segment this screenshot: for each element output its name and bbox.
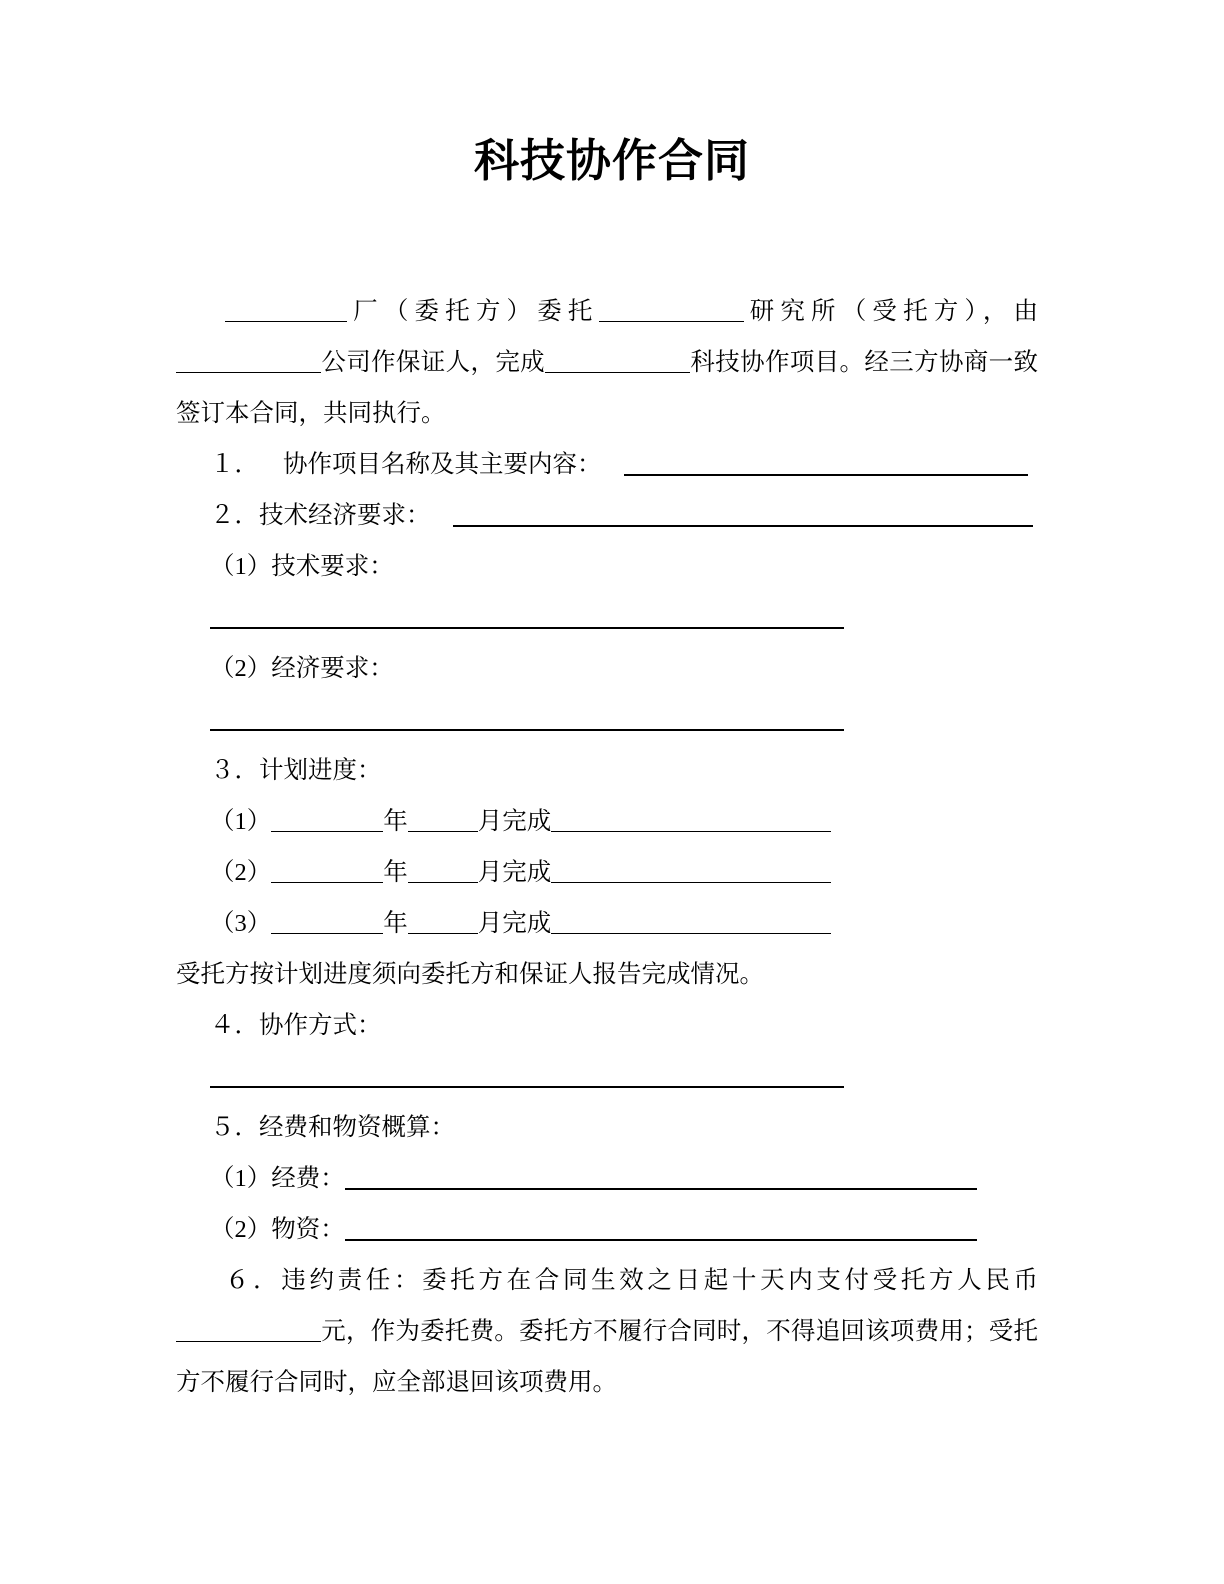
clause-2-sub-1-label: 技术要求： xyxy=(271,553,394,580)
clause-1-number: １． xyxy=(210,451,259,478)
clause-5-sub-1-number: （1） xyxy=(210,1165,272,1192)
clause-3 xyxy=(176,745,1038,796)
clause-1-label: 协作项目名称及其主要内容： xyxy=(283,451,602,478)
preamble-segment-1: 厂（委托方）委托 xyxy=(347,298,599,325)
clause-3-schedule-row-2 xyxy=(176,847,1038,898)
clause-3-row-3-year-unit: 年 xyxy=(383,910,408,937)
clause-3-row-3-year-field[interactable] xyxy=(271,911,383,934)
clause-2-answer-field[interactable] xyxy=(453,506,1033,527)
clause-5-sub-2-label: 物资： xyxy=(271,1216,345,1243)
clause-2-number: ２． xyxy=(210,502,259,529)
clause-1 xyxy=(176,439,1038,490)
clause-3-row-3-month-unit: 月完成 xyxy=(477,910,552,937)
blank-institute-name[interactable] xyxy=(599,299,744,322)
clause-3-row-1-year-field[interactable] xyxy=(271,809,383,832)
clause-5-sub-2 xyxy=(176,1204,1038,1255)
clause-6-amount-field[interactable] xyxy=(176,1319,321,1342)
preamble-segment-3: 公司作保证人，完成 xyxy=(321,349,546,376)
clause-6-number: ６． xyxy=(225,1267,282,1294)
blank-factory-name[interactable] xyxy=(225,299,347,322)
clause-1-answer-field[interactable] xyxy=(624,455,1028,476)
clause-2 xyxy=(176,490,1038,541)
clause-3-row-2-month-unit: 月完成 xyxy=(477,859,552,886)
clause-3-row-2-year-field[interactable] xyxy=(271,860,383,883)
clause-6-label: 违约责任： xyxy=(281,1267,423,1294)
blank-guarantor-company[interactable] xyxy=(176,350,321,373)
clause-3-row-3-month-field[interactable] xyxy=(408,911,478,934)
preamble-segment-2: 研究所（受托方），由 xyxy=(743,298,1039,325)
clause-5-sub-2-answer-field[interactable] xyxy=(345,1220,977,1241)
clause-2-sub-2 xyxy=(176,643,1038,694)
clause-5-sub-1 xyxy=(176,1153,1038,1204)
clause-4-number: ４． xyxy=(210,1012,259,1039)
clause-5-sub-1-answer-field[interactable] xyxy=(345,1169,977,1190)
clause-3-row-1-number: （1） xyxy=(210,808,272,835)
clause-3-row-1-month-unit: 月完成 xyxy=(477,808,552,835)
clause-3-note-text: 受托方按计划进度须向委托方和保证人报告完成情况。 xyxy=(176,961,764,988)
clause-3-row-1-year-unit: 年 xyxy=(383,808,408,835)
clause-4-label: 协作方式： xyxy=(259,1012,382,1039)
clause-3-number: ３． xyxy=(210,757,259,784)
clause-5-number: ５． xyxy=(210,1114,259,1141)
clause-5-sub-1-label: 经费： xyxy=(271,1165,345,1192)
clause-4-answer-row xyxy=(176,1051,1038,1102)
clause-4 xyxy=(176,1000,1038,1051)
clause-3-row-1-month-field[interactable] xyxy=(408,809,478,832)
clause-5 xyxy=(176,1102,1038,1153)
clause-3-row-2-month-field[interactable] xyxy=(408,860,478,883)
clause-5-sub-2-number: （2） xyxy=(210,1216,272,1243)
clause-6 xyxy=(176,1255,1038,1408)
document-body xyxy=(176,286,1038,1408)
clause-3-schedule-row-3 xyxy=(176,898,1038,949)
clause-4-answer-field[interactable] xyxy=(210,1067,844,1088)
clause-2-sub-2-label: 经济要求： xyxy=(271,655,394,682)
clause-3-row-2-year-unit: 年 xyxy=(383,859,408,886)
clause-2-sub-2-number: （2） xyxy=(210,655,272,682)
preamble-segment-4: 科技协作项目。经三方协商一致签订本合同，共同执行。 xyxy=(176,349,1039,427)
preamble-paragraph xyxy=(176,286,1038,439)
clause-3-schedule-row-1 xyxy=(176,796,1038,847)
clause-3-row-3-task-field[interactable] xyxy=(551,911,831,934)
clause-3-row-1-task-field[interactable] xyxy=(551,809,831,832)
clause-3-row-2-task-field[interactable] xyxy=(551,860,831,883)
clause-3-row-2-number: （2） xyxy=(210,859,272,886)
clause-2-sub-1 xyxy=(176,541,1038,592)
clause-2-sub-2-answer-row xyxy=(176,694,1038,745)
clause-6-body-2: 元，作为委托费。委托方不履行合同时，不得追回该项费用；受托方不履行合同时，应全部退回该项费用。 xyxy=(176,1318,1038,1396)
clause-2-label: 技术经济要求： xyxy=(259,502,431,529)
clause-3-note xyxy=(176,949,1038,1000)
clause-2-sub-1-number: （1） xyxy=(210,553,272,580)
clause-2-sub-1-answer-field[interactable] xyxy=(210,608,844,629)
clause-6-body-1: 委托方在合同生效之日起十天内支付受托方人民币 xyxy=(422,1267,1039,1294)
clause-3-row-3-number: （3） xyxy=(210,910,272,937)
blank-project-name[interactable] xyxy=(545,350,690,373)
page-title: 科技协作合同 xyxy=(473,134,750,187)
clause-5-label: 经费和物资概算： xyxy=(259,1114,455,1141)
clause-3-label: 计划进度： xyxy=(259,757,382,784)
clause-2-sub-1-answer-row xyxy=(176,592,1038,643)
clause-2-sub-2-answer-field[interactable] xyxy=(210,710,844,731)
